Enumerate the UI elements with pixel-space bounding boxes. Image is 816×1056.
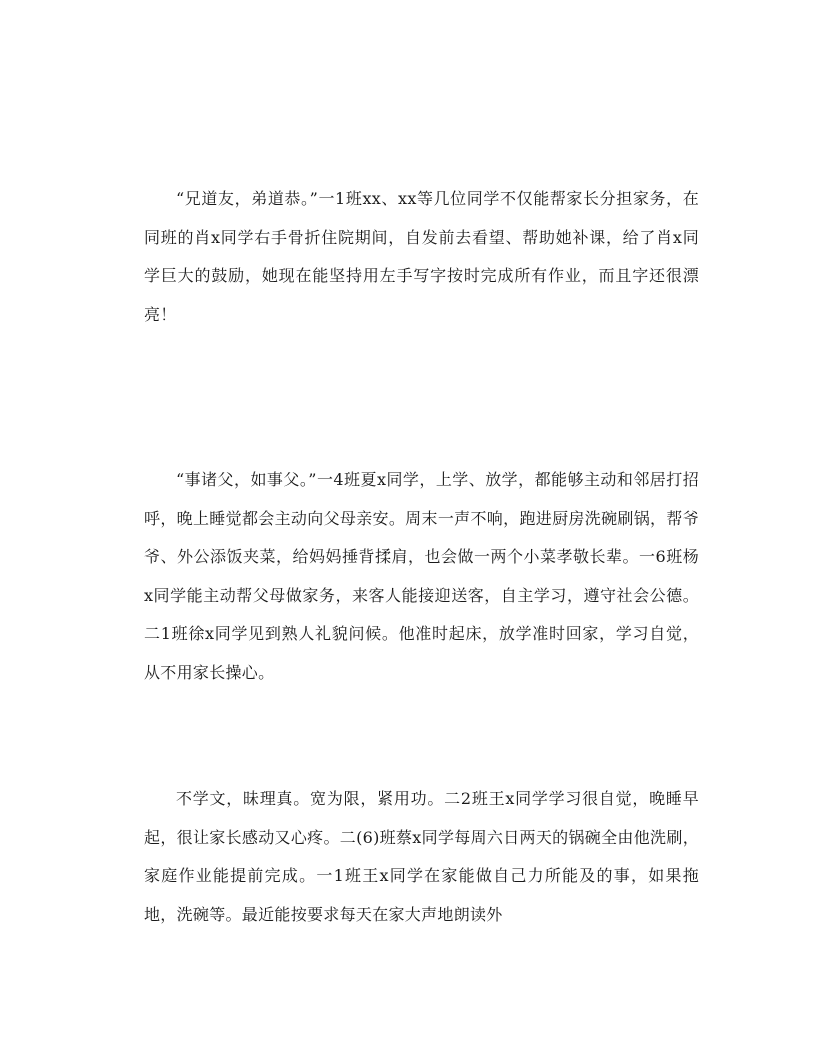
paragraph-1: “兄道友，弟道恭。”一1班xx、xx等几位同学不仅能帮家长分担家务，在同班的肖x同学右手骨折住院期间，自发前去看望、帮助她补课，给了肖x同学巨大的鼓励，她现在能坚持用左手写字按时完成所有作业，而且字还很漂亮！ — [144, 189, 699, 324]
paragraph-2: “事诸父，如事父。”一4班夏x同学，上学、放学，都能够主动和邻居打招呼，晚上睡觉都会主动向父母亲安。周末一声不响，跑进厨房洗碗刷锅，帮爷爷、外公添饭夹菜，给妈妈捶背揉肩，也会做一两个小菜孝敬长辈。一6班杨x同学能主动帮父母做家务，来客人能接迎送客，自主学习，遵守社会公德。二1班徐x同学见到熟人礼貌问候。他准时起床，放学准时回家，学习自觉，从不用家长操心。 — [144, 470, 699, 682]
paragraph-3: 不学文，昧理真。宽为限，紧用功。二2班王x同学学习很自觉，晚睡早起，很让家长感动又心疼。二(6)班蔡x同学每周六日两天的锅碗全由他洗刷，家庭作业能提前完成。一1班王x同学在家能做自己力所能及的事，如果拖地，洗碗等。最近能按要求每天在家大声地朗读外 — [144, 789, 699, 924]
